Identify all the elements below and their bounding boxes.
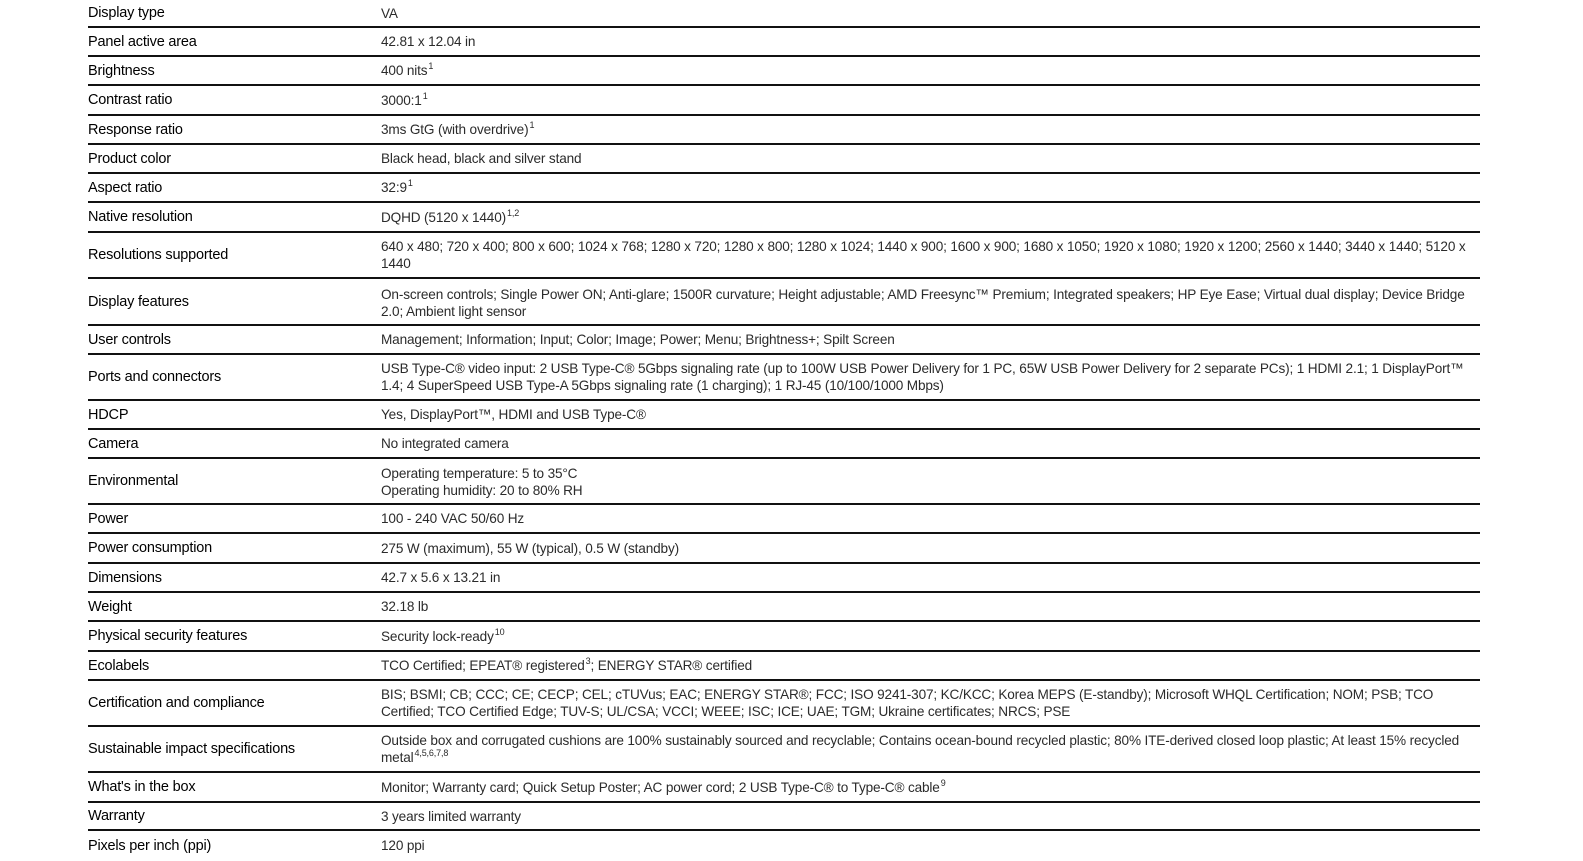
spec-row <box>88 279 1480 326</box>
spec-label: Contrast ratio <box>88 92 173 108</box>
spec-value-text: TCO Certified; EPEAT® registered <box>381 658 585 673</box>
spec-value <box>381 598 1480 615</box>
spec-row <box>88 233 1480 279</box>
spec-label: Ports and connectors <box>88 369 222 385</box>
spec-row <box>88 831 1480 860</box>
spec-value-text: No integrated camera <box>381 436 509 451</box>
spec-label: Power <box>88 510 129 527</box>
spec-label: Sustainable impact specifications <box>88 741 295 757</box>
spec-value-text: 42.81 x 12.04 in <box>381 34 476 49</box>
spec-value-text: 32.18 lb <box>381 599 429 614</box>
footnote-ref: 1 <box>529 120 535 130</box>
spec-value <box>381 628 1480 645</box>
spec-value <box>381 150 1480 167</box>
footnote-ref: 1,2 <box>507 207 520 218</box>
spec-value-text: Outside box and corrugated cushions are 100% sustainably sourced and recyclable; Contains ocean-bound recycled plastic; 80% ITE-derived closed loop plastic; At least 15% recycled metal <box>381 733 1460 765</box>
spec-value <box>381 5 1480 22</box>
spec-value <box>381 179 1480 196</box>
spec-value <box>381 238 1480 272</box>
spec-label: What's in the box <box>88 779 196 795</box>
spec-label: Aspect ratio <box>88 179 163 196</box>
spec-label: Native resolution <box>88 209 193 225</box>
spec-label: Brightness <box>88 62 155 79</box>
spec-row <box>88 401 1480 430</box>
footnote-ref: 9 <box>940 777 946 788</box>
spec-value <box>381 121 1480 138</box>
spec-label: Display features <box>88 293 189 310</box>
footnote-ref: 1 <box>407 178 413 188</box>
spec-value <box>381 657 1480 674</box>
footnote-ref: 4,5,6,7,8 <box>414 748 449 758</box>
spec-value <box>381 686 1480 720</box>
spec-value-text: 3000:1 <box>381 92 422 108</box>
spec-value-text: 42.7 x 5.6 x 13.21 in <box>381 570 501 585</box>
spec-value-text: 400 nits <box>381 63 428 78</box>
spec-row <box>88 326 1480 355</box>
spec-row <box>88 593 1480 622</box>
spec-row <box>88 174 1480 203</box>
spec-value-text: 32:9 <box>381 180 407 195</box>
spec-value-text: 100 - 240 VAC 50/60 Hz <box>381 511 525 526</box>
spec-label: User controls <box>88 331 171 348</box>
spec-value <box>381 837 1480 854</box>
spec-row <box>88 459 1480 505</box>
spec-value <box>381 62 1480 79</box>
spec-value <box>381 569 1480 586</box>
spec-value <box>381 406 1480 423</box>
spec-value <box>381 92 1480 109</box>
spec-value-text: 640 x 480; 720 x 400; 800 x 600; 1024 x 768; 1280 x 720; 1280 x 800; 1280 x 1024; 1440 x 900; 1600 x 900; 1680 x 1050; 1920 x 1080; 1920 x 1200; 2560 x 1440; 3440 x 1440; 5120 x 1440 <box>381 239 1466 271</box>
footnote-ref: 3 <box>585 656 591 666</box>
spec-value <box>381 33 1480 50</box>
spec-label: Dimensions <box>88 569 162 586</box>
spec-value <box>381 510 1480 527</box>
spec-value <box>381 463 1480 499</box>
spec-label: Camera <box>88 435 139 452</box>
spec-row <box>88 86 1480 116</box>
spec-value-text-after: ; ENERGY STAR® certified <box>590 658 753 673</box>
spec-value <box>381 209 1480 226</box>
spec-value-line: Operating humidity: 20 to 80% RH <box>381 483 583 498</box>
spec-row <box>88 622 1480 652</box>
spec-value-text: 275 W (maximum), 55 W (typical), 0.5 W (standby) <box>381 540 679 556</box>
spec-value <box>381 540 1480 557</box>
spec-value <box>381 331 1480 348</box>
spec-value-text: 3 years limited warranty <box>381 808 521 824</box>
spec-label: Environmental <box>88 473 179 489</box>
spec-label: Physical security features <box>88 628 248 644</box>
spec-value <box>381 779 1480 796</box>
spec-value-text: Management; Information; Input; Color; Image; Power; Menu; Brightness+; Spilt Screen <box>381 332 895 347</box>
spec-label: Response ratio <box>88 121 183 138</box>
spec-label: Product color <box>88 150 171 167</box>
spec-label: Pixels per inch (ppi) <box>88 837 212 854</box>
spec-row <box>88 803 1480 831</box>
footnote-ref: 1 <box>422 90 428 101</box>
spec-table <box>88 0 1480 860</box>
spec-row <box>88 57 1480 86</box>
spec-label: Weight <box>88 598 132 615</box>
spec-value-text: BIS; BSMI; CB; CCC; CE; CECP; CEL; cTUVus; EAC; ENERGY STAR®; FCC; ISO 9241-307; KC/KCC; Korea MEPS (E-standby); Microsoft WHQL Certification; NOM; PSB; TCO Certified; TCO Certified Edge; TUV-S; UL/CSA; VCCI; WEEE; ISC; ICE; UAE; TGM; Ukraine certificates; NRCS; PSE <box>381 687 1434 719</box>
spec-value-text: Black head, black and silver stand <box>381 151 582 166</box>
spec-row <box>88 116 1480 145</box>
spec-row <box>88 534 1480 564</box>
spec-value-text: USB Type-C® video input: 2 USB Type-C® 5Gbps signaling rate (up to 100W USB Power Delivery for 1 PC, 65W USB Power Delivery for 2 separate PCs); 1 HDMI 2.1; 1 DisplayPort™ 1.4; 4 SuperSpeed USB Type-A 5Gbps signaling rate (1 charging); 1 RJ-45 (10/100/1000 Mbps) <box>381 361 1464 393</box>
spec-row <box>88 505 1480 534</box>
spec-value <box>381 808 1480 825</box>
spec-row <box>88 652 1480 681</box>
spec-value-text: Monitor; Warranty card; Quick Setup Poster; AC power cord; 2 USB Type-C® to Type-C® cable <box>381 779 940 795</box>
footnote-ref: 1 <box>428 61 434 71</box>
spec-label: HDCP <box>88 406 129 423</box>
spec-row <box>88 145 1480 174</box>
spec-value <box>381 732 1480 766</box>
spec-value-text: Yes, DisplayPort™, HDMI and USB Type-C® <box>381 407 646 422</box>
spec-value-text: DQHD (5120 x 1440) <box>381 209 506 225</box>
spec-row <box>88 773 1480 803</box>
spec-label: Certification and compliance <box>88 695 265 711</box>
spec-row <box>88 0 1480 28</box>
spec-row <box>88 203 1480 233</box>
spec-value <box>381 284 1480 320</box>
spec-row <box>88 430 1480 459</box>
spec-value-text: Security lock-ready <box>381 628 494 644</box>
spec-label: Resolutions supported <box>88 247 229 263</box>
spec-value-line: Operating temperature: 5 to 35°C <box>381 466 578 481</box>
spec-value <box>381 435 1480 452</box>
spec-label: Display type <box>88 5 165 21</box>
spec-label: Power consumption <box>88 540 212 556</box>
spec-value-text: 3ms GtG (with overdrive) <box>381 122 529 137</box>
spec-value-text: 120 ppi <box>381 838 425 853</box>
spec-value-text: VA <box>381 5 398 21</box>
spec-value <box>381 360 1480 394</box>
spec-value-text: On-screen controls; Single Power ON; Anti-glare; 1500R curvature; Height adjustable; AMD Freesync™ Premium; Integrated speakers; HP Eye Ease; Virtual dual display; Device Bridge 2.0; Ambient light sensor <box>381 286 1465 319</box>
spec-label: Panel active area <box>88 33 197 50</box>
spec-row <box>88 681 1480 727</box>
spec-row <box>88 564 1480 593</box>
spec-label: Ecolabels <box>88 657 150 674</box>
spec-row <box>88 355 1480 401</box>
spec-label: Warranty <box>88 808 145 824</box>
spec-row <box>88 727 1480 773</box>
spec-row <box>88 28 1480 57</box>
footnote-ref: 10 <box>494 626 505 637</box>
